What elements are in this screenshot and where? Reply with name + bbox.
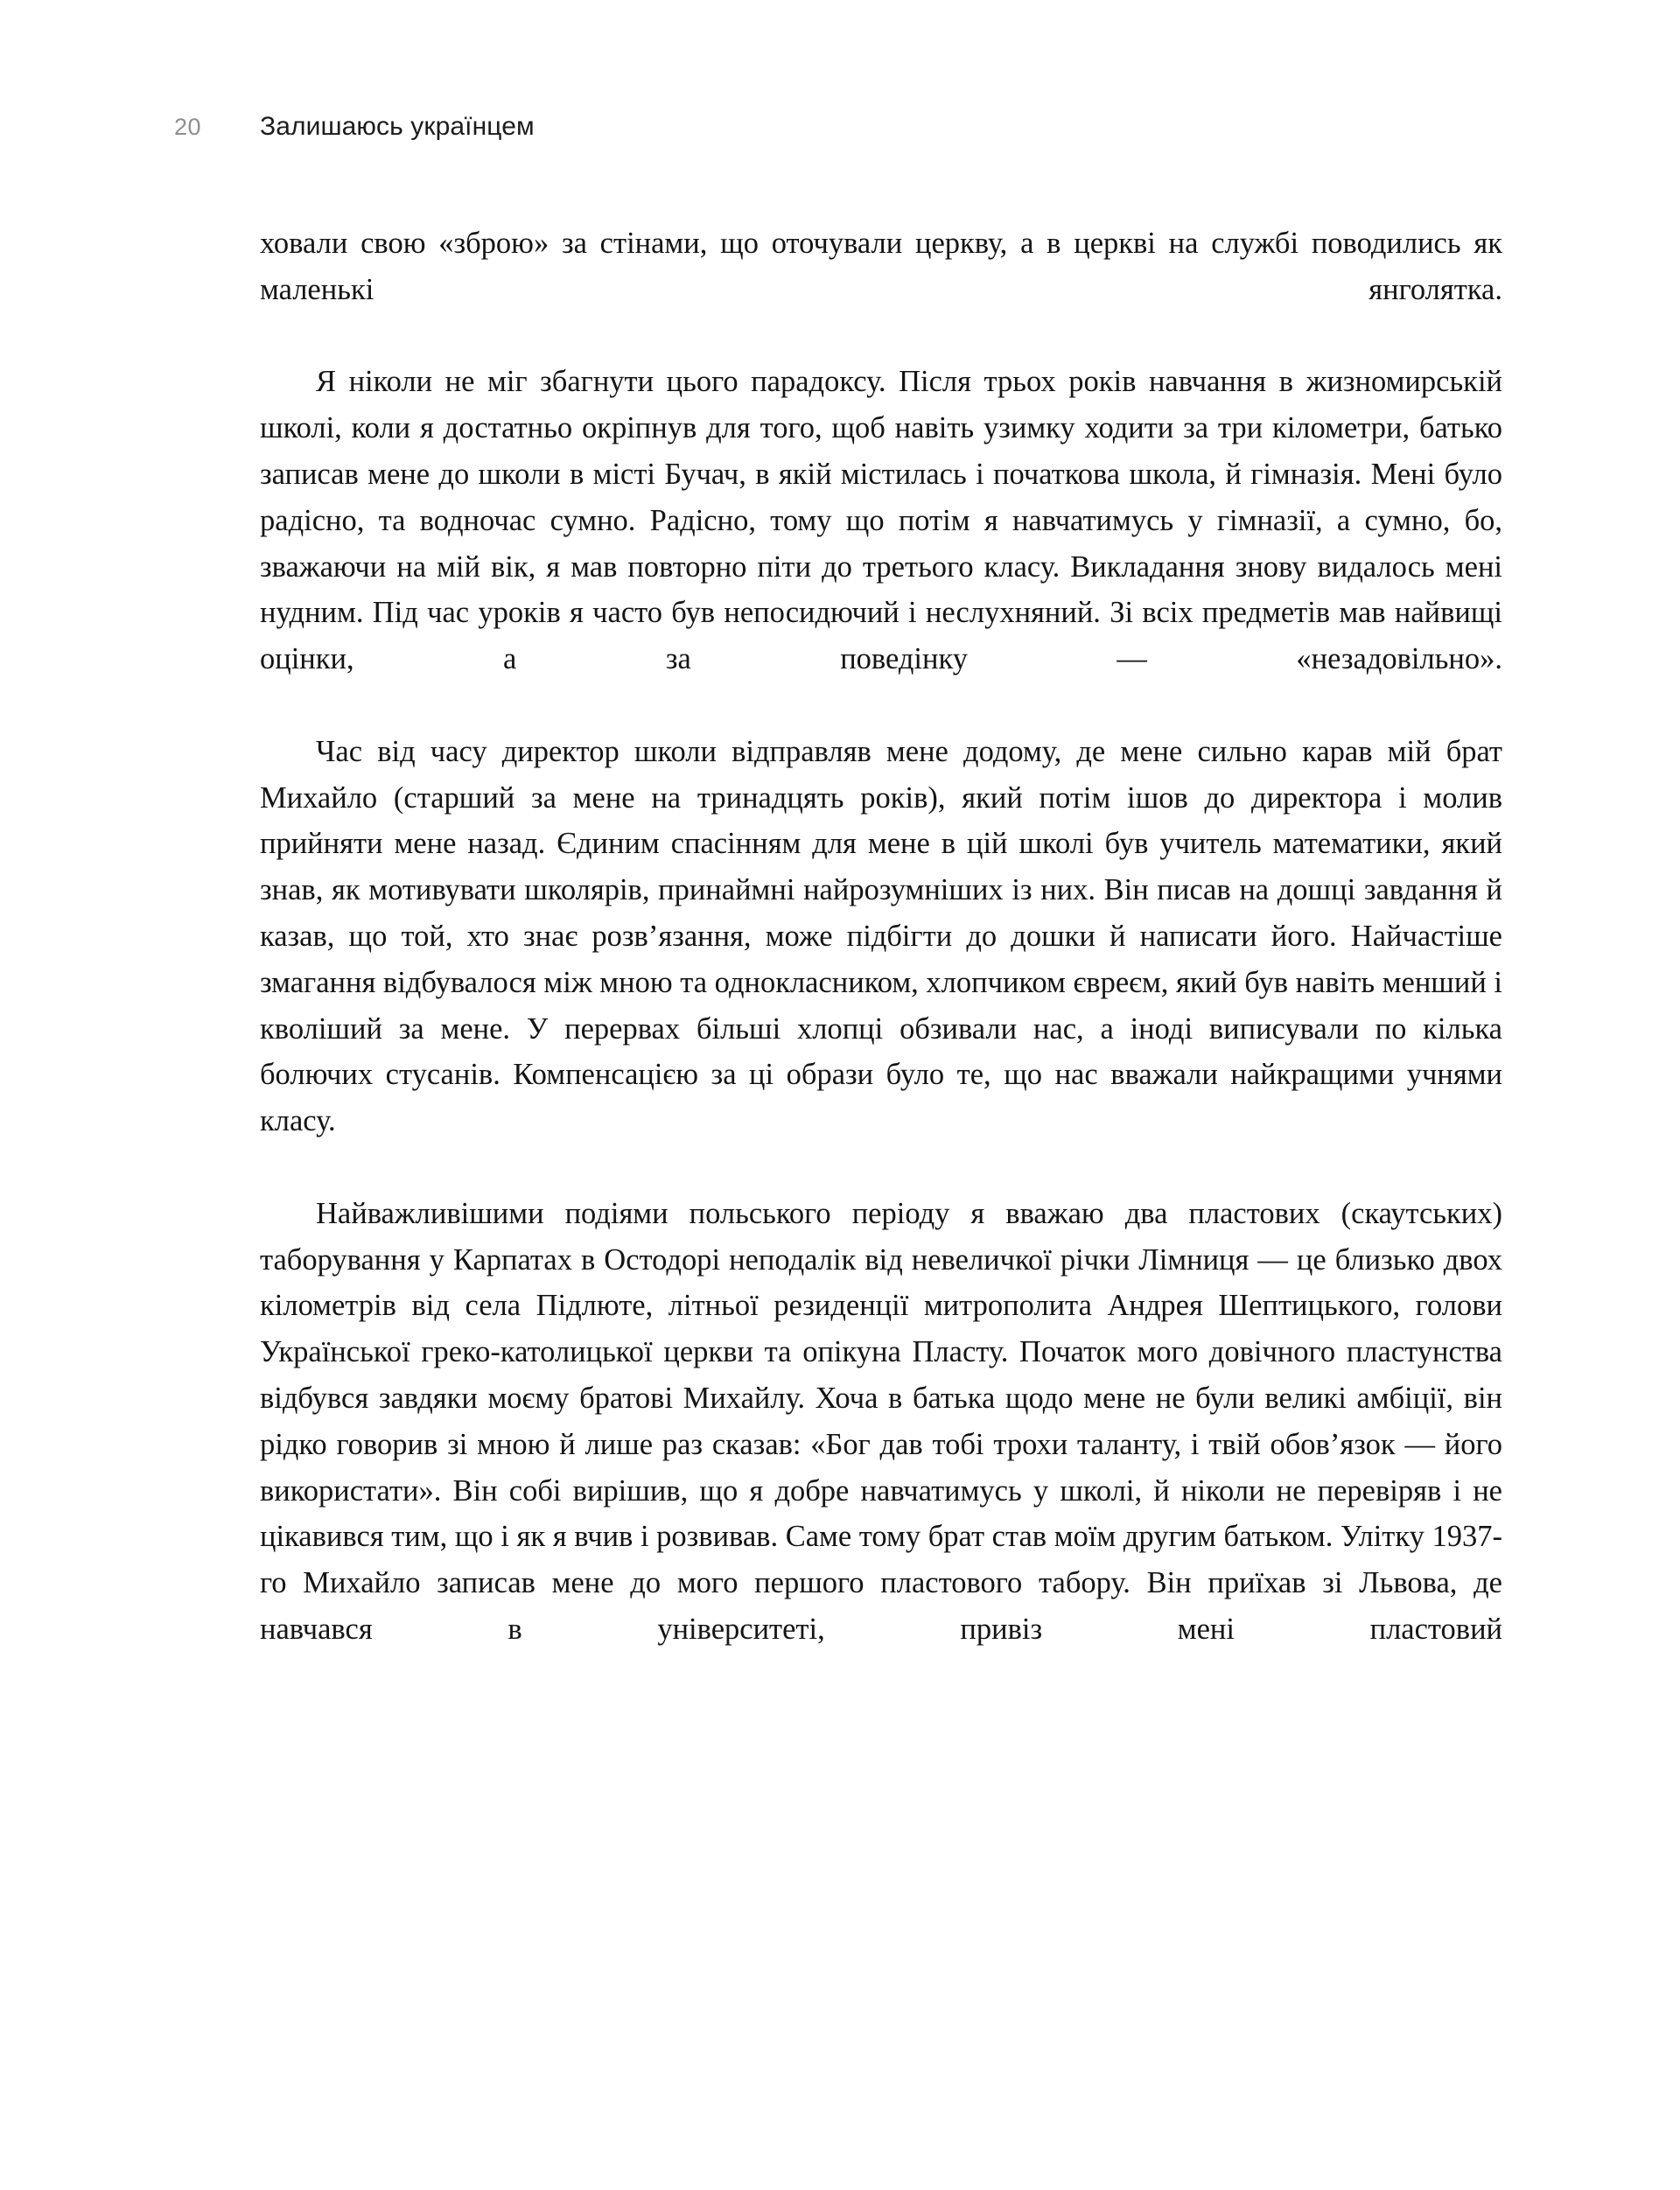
body-paragraph: ховали свою «зброю» за стінами, що оточували церкву, а в церкві на службі поводились як маленькі янголятка.: [260, 227, 1502, 306]
running-title: Залишаюсь українцем: [260, 112, 535, 141]
body-paragraph: Я ніколи не міг збагнути цього парадоксу. Після трьох років навчання в жизномирській школі, коли я достатньо окріпнув для того, щоб навіть узимку ходити за три кілометри, батько записав мене до школи в місті Бучач, в якій містилась і початкова школа, й гімназія. Мені було радісно, та водночас сумно. Радісно, тому що потім я навчатимусь у гімназії, а сумно, бо, зважаючи на мій вік, я мав повторно піти до третього класу. Викладання знову видалось мені нудним. Під час уроків я часто був непосидючий і неслухняний. Зі всіх предметів мав найвищі оцінки, а за поведінку — «незадовільно».: [260, 365, 1502, 676]
body-text-column: [260, 220, 1502, 1699]
running-header: [0, 112, 1680, 157]
body-paragraph: Час від часу директор школи відправляв мене додому, де мене сильно карав мій брат Михайло (старший за мене на тринадцять років), який потім ішов до директора і молив прийняти мене назад. Єдиним спасінням для мене в цій школі був учитель математики, який знав, як мотивувати школярів, принаймні найрозумніших із них. Він писав на дошці завдання й казав, що той, хто знає розв’язання, може підбігти до дошки й написати його. Найчастіше змагання відбувалося між мною та однокласником, хлопчиком євреєм, який був навіть менший і кволіший за мене. У перервах більші хлопці обзивали нас, а іноді виписували по кілька болючих стусанів. Компенсацією за ці образи було те, що нас вважали найкращими учнями класу.: [260, 734, 1502, 1138]
page-number: 20: [174, 114, 202, 140]
body-paragraph: Найважливішими подіями польського періоду я вважаю два пластових (скаутських) таборування у Карпатах в Остодорі неподалік від невеличкої річки Лімниця — це близько двох кілометрів від села Підлюте, літньої резиденції митрополита Андрея Шептицького, голови Української греко-католицької церкви та опікуна Пласту. Початок мого довічного пластунства відбувся завдяки моєму братові Михайлу. Хоча в батька щодо мене не були великі амбіції, він рідко говорив зі мною й лише раз сказав: «Бог дав тобі трохи таланту, і твій обов’язок — його використати». Він собі вирішив, що я добре навчатимусь у школі, й ніколи не перевіряв і не цікавився тим, що і як я вчив і розвивав. Саме тому брат став моїм другим батьком. Улітку 1937-го Михайло записав мене до мого першого пластового табору. Він приїхав зі Львова, де навчався в університеті, привіз мені пластовий: [260, 1196, 1502, 1646]
